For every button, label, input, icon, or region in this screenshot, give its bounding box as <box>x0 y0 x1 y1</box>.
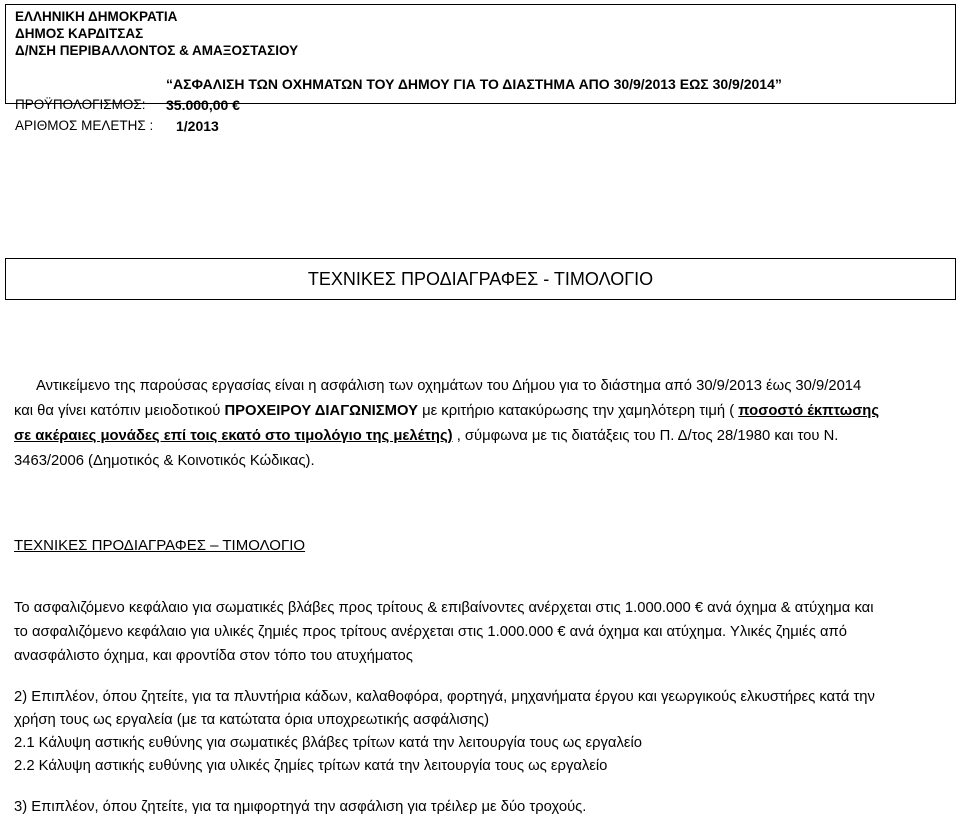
project-title: “ΑΣΦΑΛΙΣΗ ΤΩΝ ΟΧΗΜΑΤΩΝ ΤΟΥ ΔΗΜΟΥ ΓΙΑ ΤΟ ΔΙΑΣΤΗΜΑ ΑΠΟ 30/9/2013 ΕΩΣ 30/9/2014” <box>166 76 782 92</box>
study-number-label: ΑΡΙΘΜΟΣ ΜΕΛΕΤΗΣ : <box>15 118 154 133</box>
budget-label: ΠΡΟΫΠΟΛΟΓΙΣΜΟΣ: <box>15 97 146 112</box>
intro-line-1: Αντικείμενο της παρούσας εργασίας είναι η ασφάλιση των οχημάτων του Δήμου για το διάστημα από 30/9/2013 έως 30/9/2014 <box>36 378 862 394</box>
tools-line-1: 2) Επιπλέον, όπου ζητείτε, για τα πλυντήρια κάδων, καλαθοφόρα, φορτηγά, μηχανήματα έργου και γεωργικούς ελκυστήρες κατά την <box>14 689 875 705</box>
header-country: ΕΛΛΗΝΙΚΗ ΔΗΜΟΚΡΑΤΙΑ <box>15 9 178 24</box>
procurement-type: ΠΡΟΧΕΙΡΟΥ ΔΙΑΓΩΝΙΣΜΟΥ <box>224 403 418 419</box>
discount-criterion: σε ακέραιες μονάδες επί τοις εκατό στο τιμολόγιο της μελέτης) <box>14 428 453 444</box>
study-number-value: 1/2013 <box>176 118 219 134</box>
budget-value: 35.000,00 € <box>166 97 240 113</box>
tools-item-2-2: 2.2 Κάλυψη αστικής ευθύνης για υλικές ζημίες τρίτων κατά την λειτουργία τους ως εργαλείο <box>14 758 608 774</box>
trailer-line: 3) Επιπλέον, όπου ζητείτε, για τα ημιφορτηγά την ασφάλιση για τρέιλερ με δύο τροχούς. <box>14 799 587 815</box>
intro-text: , σύμφωνα με τις διατάξεις του Π. Δ/τος 28/1980 και του Ν. <box>452 428 839 444</box>
specifications-heading: ΤΕΧΝΙΚΕΣ ΠΡΟΔΙΑΓΡΑΦΕΣ – ΤΙΜΟΛΟΓΙΟ <box>14 537 306 554</box>
discount-criterion: ποσοστό έκπτωσης <box>738 403 880 419</box>
intro-line-4: 3463/2006 (Δημοτικός & Κοινοτικός Κώδικας). <box>14 453 315 469</box>
coverage-line-3: ανασφάλιστο όχημα, και φροντίδα στον τόπο του ατυχήματος <box>14 648 413 664</box>
intro-line-3 <box>14 428 838 444</box>
intro-line-2 <box>14 403 879 419</box>
header-municipality: ΔΗΜΟΣ ΚΑΡΔΙΤΣΑΣ <box>15 26 144 41</box>
header-department: Δ/ΝΣΗ ΠΕΡΙΒΑΛΛΟΝΤΟΣ & ΑΜΑΞΟΣΤΑΣΙΟΥ <box>15 43 299 58</box>
tools-item-2-1: 2.1 Κάλυψη αστικής ευθύνης για σωματικές βλάβες τρίτων κατά την λειτουργία τους ως εργαλείο <box>14 735 642 751</box>
coverage-line-2: το ασφαλιζόμενο κεφάλαιο για υλικές ζημιές προς τρίτους ανέρχεται στις 1.000.000 € ανά όχημα και ατύχημα. Υλικές ζημιές από <box>14 624 847 640</box>
coverage-line-1: Το ασφαλιζόμενο κεφάλαιο για σωματικές βλάβες προς τρίτους & επιβαίνοντες ανέρχεται στις 1.000.000 € ανά όχημα & ατύχημα και <box>14 600 874 616</box>
tools-line-2: χρήση τους ως εργαλεία (με τα κατώτατα όρια υποχρεωτικής ασφάλισης) <box>14 712 490 728</box>
section-title: ΤΕΧΝΙΚΕΣ ΠΡΟΔΙΑΓΡΑΦΕΣ - ΤΙΜΟΛΟΓΙΟ <box>307 269 654 289</box>
intro-text: και θα γίνει κατόπιν μειοδοτικού <box>14 403 225 419</box>
intro-text: με κριτήριο κατακύρωσης την χαμηλότερη τιμή ( <box>417 403 739 419</box>
